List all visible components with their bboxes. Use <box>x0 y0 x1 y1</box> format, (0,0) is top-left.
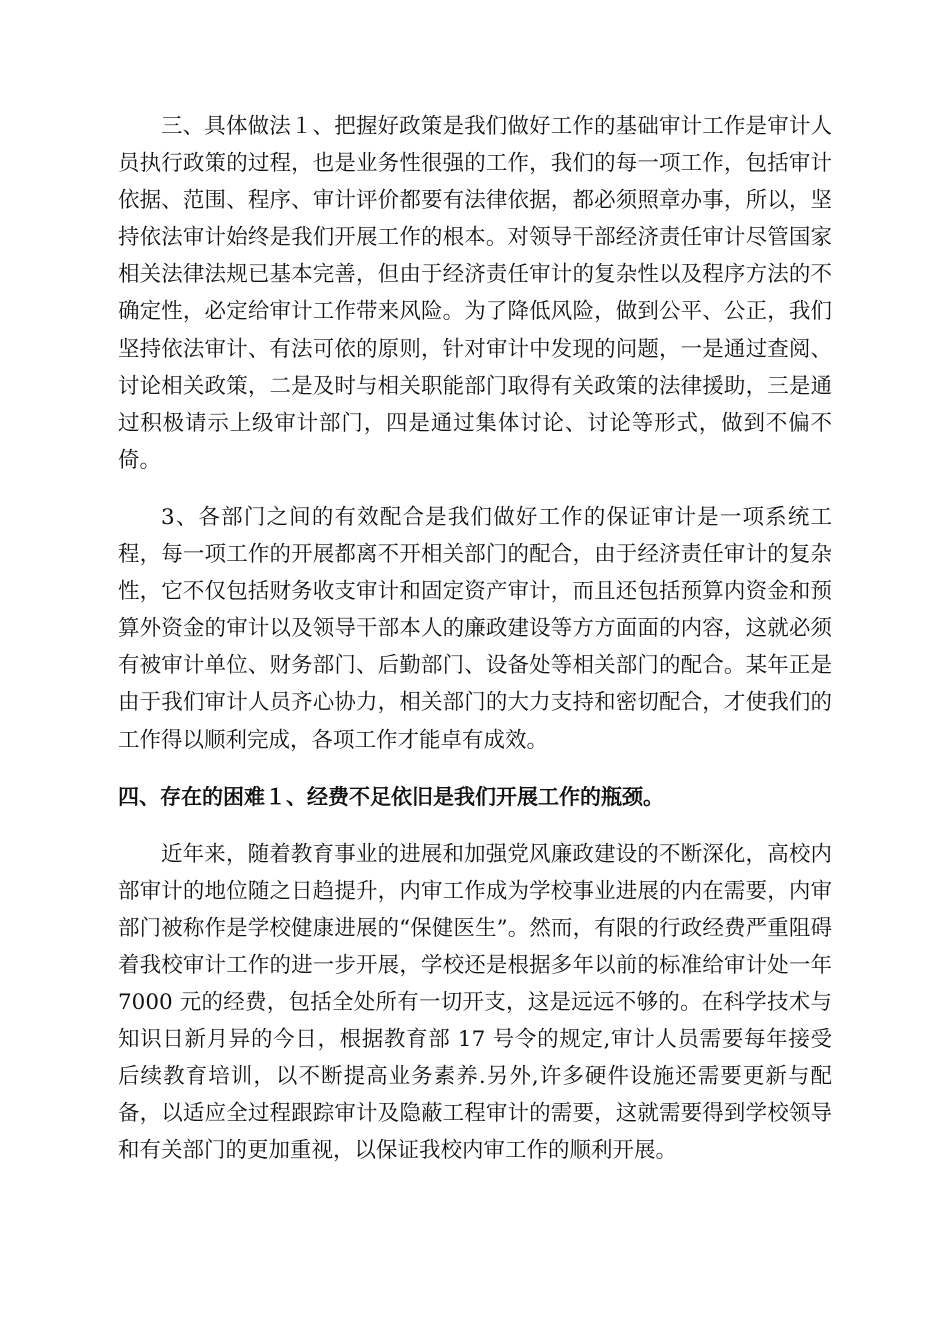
body-paragraph-department-cooperation: 3、各部门之间的有效配合是我们做好工作的保证审计是一项系统工程，每一项工作的开展都离不开相关部门的配合，由于经济责任审计的复杂性，它不仅包括财务收支审计和固定资产审计，而且还包括预算内资金和预算外资金的审计以及领导干部本人的廉政建设等方方面面的内容，这就必须有被审计单位、财务部门、后勤部门、设备处等相关部门的配合。某年正是由于我们审计人员齐心协力，相关部门的大力支持和密切配合，才使我们的工作得以顺利完成，各项工作才能卓有成效。 <box>118 504 832 753</box>
body-paragraph-specific-practices: 三、具体做法１、把握好政策是我们做好工作的基础审计工作是审计人员执行政策的过程，也是业务性很强的工作，我们的每一项工作，包括审计依据、范围、程序、审计评价都要有法律依据，都必须照章办事，所以，坚持依法审计始终是我们开展工作的根本。对领导干部经济责任审计尽管国家相关法律法规已基本完善，但由于经济责任审计的复杂性以及程序方法的不确定性，必定给审计工作带来风险。为了降低风险，做到公平、公正，我们坚持依法审计、有法可依的原则，针对审计中发现的问题，一是通过查阅、讨论相关政策，二是及时与相关职能部门取得有关政策的法律援助，三是通过积极请示上级审计部门，四是通过集体讨论、讨论等形式，做到不偏不倚。 <box>118 114 832 473</box>
section-heading-difficulties: 四、存在的困难１、经费不足依旧是我们开展工作的瓶颈。 <box>118 784 664 809</box>
document-page <box>118 108 832 1170</box>
paragraph-spacer <box>118 759 832 779</box>
body-paragraph-funding: 近年来，随着教育事业的进展和加强党风廉政建设的不断深化，高校内部审计的地位随之日趋提升，内审工作成为学校事业进展的内在需要，内审部门被称作是学校健康进展的“保健医生”。然而，有限的行政经费严重阻碍着我校审计工作的进一步开展，学校还是根据多年以前的标准给审计处一年 7000 元的经费，包括全处所有一切开支，这是远远不够的。在科学技术与知识日新月异的今日，根据教育部 17 号令的规定,审计人员需要每年接受后续教育培训，以不断提高业务素养.另外,许多硬件设施还需要更新与配备，以适应全过程跟踪审计及隐蔽工程审计的需要，这就需要得到学校领导和有关部门的更加重视，以保证我校内审工作的顺利开展。 <box>118 841 832 1164</box>
paragraph-spacer <box>118 816 832 836</box>
paragraph-spacer <box>118 479 832 499</box>
